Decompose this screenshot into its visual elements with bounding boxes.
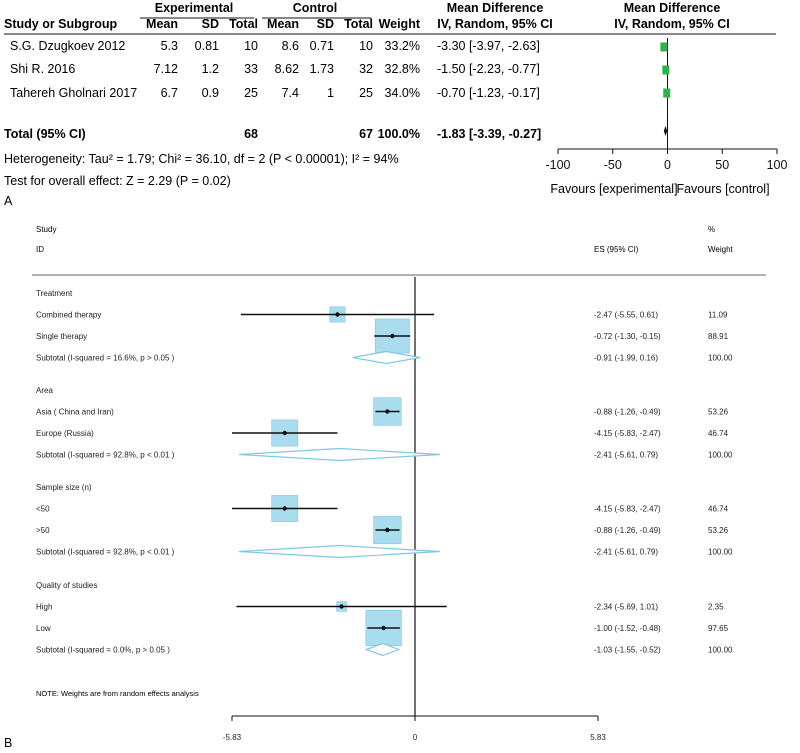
subtotal-weight: 100.00 (708, 450, 733, 460)
ctl-mean: 8.62 (274, 62, 299, 76)
total-weight: 100.0% (377, 127, 420, 141)
total-exp-n: 68 (244, 127, 258, 141)
study-label: >50 (36, 526, 50, 535)
point-estimate (385, 528, 389, 532)
subtotal-weight: 100.00 (708, 547, 733, 557)
subtotal-label: Subtotal (I-squared = 16.6%, p > 0.05 ) (36, 353, 175, 363)
panel-b-plot (36, 277, 733, 742)
panel-b (4, 225, 766, 750)
es-ci-text: -0.88 (-1.26, -0.49) (594, 407, 661, 417)
subtotal-weight: 100.00 (708, 353, 733, 363)
x-tick-label: 100 (766, 158, 788, 172)
header-plot-title: Mean Difference (623, 1, 721, 15)
panel-a-plot (545, 38, 787, 172)
es-ci-text: -1.00 (-1.52, -0.48) (594, 624, 661, 633)
header-exp-total: Total (229, 17, 258, 31)
header-pct: % (708, 225, 716, 234)
effect-square (663, 89, 670, 98)
weight-text: 97.65 (708, 624, 729, 633)
total-label: Total (95% CI) (4, 127, 86, 141)
study-label: Asia ( China and Iran) (36, 407, 114, 417)
ctl-sd: 1.73 (309, 62, 334, 76)
x-tick-label: 0 (412, 733, 418, 742)
header-ctl-sd: SD (316, 17, 334, 31)
total-diamond (664, 126, 667, 136)
study-label: Europe (Russia) (36, 429, 94, 438)
ci-text: -1.50 [-2.23, -0.77] (437, 62, 540, 76)
subgroup-label: Quality of studies (36, 581, 98, 590)
point-estimate (339, 604, 343, 608)
ctl-total: 25 (359, 86, 373, 100)
study-name: Shi R. 2016 (10, 62, 76, 76)
subtotal-es-text: -2.41 (-5.61, 0.79) (594, 450, 659, 460)
header-plot-method: IV, Random, 95% CI (614, 17, 730, 31)
header-study-col: Study or Subgroup (4, 17, 118, 31)
study-row-gholnari (10, 86, 540, 100)
ctl-mean: 7.4 (281, 86, 299, 100)
point-estimate (381, 626, 385, 630)
header-exp-mean: Mean (146, 17, 178, 31)
exp-sd: 0.9 (201, 86, 219, 100)
ctl-sd: 0.71 (309, 39, 334, 53)
exp-mean: 7.12 (153, 62, 178, 76)
total-row (4, 127, 541, 141)
study-label: Combined therapy (36, 310, 102, 320)
subtotal-label: Subtotal (I-squared = 92.8%, p < 0.01 ) (36, 450, 175, 460)
effect-square (660, 43, 667, 52)
weight-text: 88.91 (708, 332, 729, 341)
study-label: Low (36, 624, 51, 633)
weight-text: 2.35 (708, 602, 724, 612)
point-estimate (335, 312, 339, 316)
es-ci-text: -2.47 (-5.55, 0.61) (594, 310, 659, 320)
point-estimate (385, 409, 389, 413)
heterogeneity-text: Heterogeneity: Tau² = 1.79; Chi² = 36.10, df = 2 (P < 0.00001); I² = 94% (4, 152, 399, 166)
subgroup-label: Treatment (36, 289, 73, 298)
favours-control-label: Favours [control] (676, 182, 770, 196)
x-tick-label: 0 (664, 158, 671, 172)
ctl-total: 10 (359, 39, 373, 53)
point-estimate (283, 431, 287, 435)
ci-text: -3.30 [-3.97, -2.63] (437, 39, 540, 53)
es-ci-text: -0.72 (-1.30, -0.15) (594, 332, 661, 341)
x-tick-label: 5.83 (590, 733, 606, 742)
es-ci-text: -4.15 (-5.83, -2.47) (594, 429, 661, 438)
study-label: <50 (36, 504, 50, 514)
header-es: ES (95% CI) (594, 245, 639, 254)
weight-text: 11.09 (708, 310, 728, 320)
header-id: ID (36, 245, 44, 254)
exp-sd: 1.2 (201, 62, 219, 76)
weight: 33.2% (384, 39, 420, 53)
subtotal-diamond (239, 449, 440, 461)
total-ctl-n: 67 (359, 127, 373, 141)
header-ctl-mean: Mean (267, 17, 299, 31)
ctl-mean: 8.6 (281, 39, 299, 53)
point-estimate (283, 506, 287, 510)
exp-sd: 0.81 (194, 39, 219, 53)
x-tick-label: 50 (715, 158, 730, 172)
ctl-sd: 1 (327, 86, 334, 100)
weight-text: 53.26 (708, 526, 729, 535)
es-ci-text: -2.34 (-5.69, 1.01) (594, 602, 659, 612)
x-tick-label: -100 (545, 158, 571, 172)
header-group-control: Control (292, 1, 338, 15)
weight-text: 46.74 (708, 429, 729, 438)
header-weight: Weight (708, 245, 733, 254)
study-name: Tahereh Gholnari 2017 (10, 86, 138, 100)
subtotal-es-text: -1.03 (-1.55, -0.52) (594, 645, 661, 655)
point-estimate (390, 334, 394, 338)
study-row-shi (10, 62, 540, 76)
study-name: S.G. Dzugkoev 2012 (10, 39, 126, 53)
panel-a (4, 1, 787, 208)
subtotal-label: Subtotal (I-squared = 92.8%, p < 0.01 ) (36, 547, 175, 557)
subtotal-es-text: -2.41 (-5.61, 0.79) (594, 547, 659, 557)
study-label: High (36, 602, 53, 612)
subgroup-label: Sample size (n) (36, 483, 92, 492)
effect-square (662, 66, 669, 75)
total-ci-text: -1.83 [-3.39, -0.27] (437, 127, 542, 141)
exp-total: 33 (244, 62, 258, 76)
header-ctl-total: Total (344, 17, 373, 31)
x-tick-label: -50 (603, 158, 622, 172)
ci-text: -0.70 [-1.23, -0.17] (437, 86, 540, 100)
exp-total: 25 (244, 86, 258, 100)
panel-a-label: A (4, 194, 13, 208)
subtotal-weight: 100.00 (708, 645, 733, 655)
study-label: Single therapy (36, 332, 88, 341)
ctl-total: 32 (359, 62, 373, 76)
weight-text: 53.26 (708, 407, 729, 417)
weight: 34.0% (384, 86, 420, 100)
exp-mean: 6.7 (160, 86, 178, 100)
header-md-title: Mean Difference (446, 1, 544, 15)
es-ci-text: -0.88 (-1.26, -0.49) (594, 526, 661, 535)
subtotal-diamond (353, 352, 420, 364)
header-group-experimental: Experimental (154, 1, 234, 15)
x-tick-label: -5.83 (222, 733, 242, 742)
es-ci-text: -4.15 (-5.83, -2.47) (594, 504, 661, 514)
header-md-method: IV, Random, 95% CI (437, 17, 553, 31)
subgroup-label: Area (36, 386, 53, 395)
subtotal-label: Subtotal (I-squared = 0.0%, p > 0.05 ) (36, 645, 170, 655)
note-text: NOTE: Weights are from random effects analysis (36, 689, 199, 698)
exp-mean: 5.3 (160, 39, 178, 53)
overall-effect-text: Test for overall effect: Z = 2.29 (P = 0.02) (4, 174, 231, 188)
subtotal-diamond (239, 546, 440, 558)
header-study: Study (36, 225, 57, 234)
weight: 32.8% (384, 62, 420, 76)
header-exp-sd: SD (201, 17, 219, 31)
weight-text: 46.74 (708, 504, 729, 514)
exp-total: 10 (244, 39, 258, 53)
header-weight: Weight (378, 17, 420, 31)
subtotal-es-text: -0.91 (-1.99, 0.16) (594, 353, 659, 363)
study-row-dzugkoev (10, 39, 540, 53)
panel-b-label: B (4, 736, 13, 750)
favours-experimental-label: Favours [experimental] (550, 182, 678, 196)
